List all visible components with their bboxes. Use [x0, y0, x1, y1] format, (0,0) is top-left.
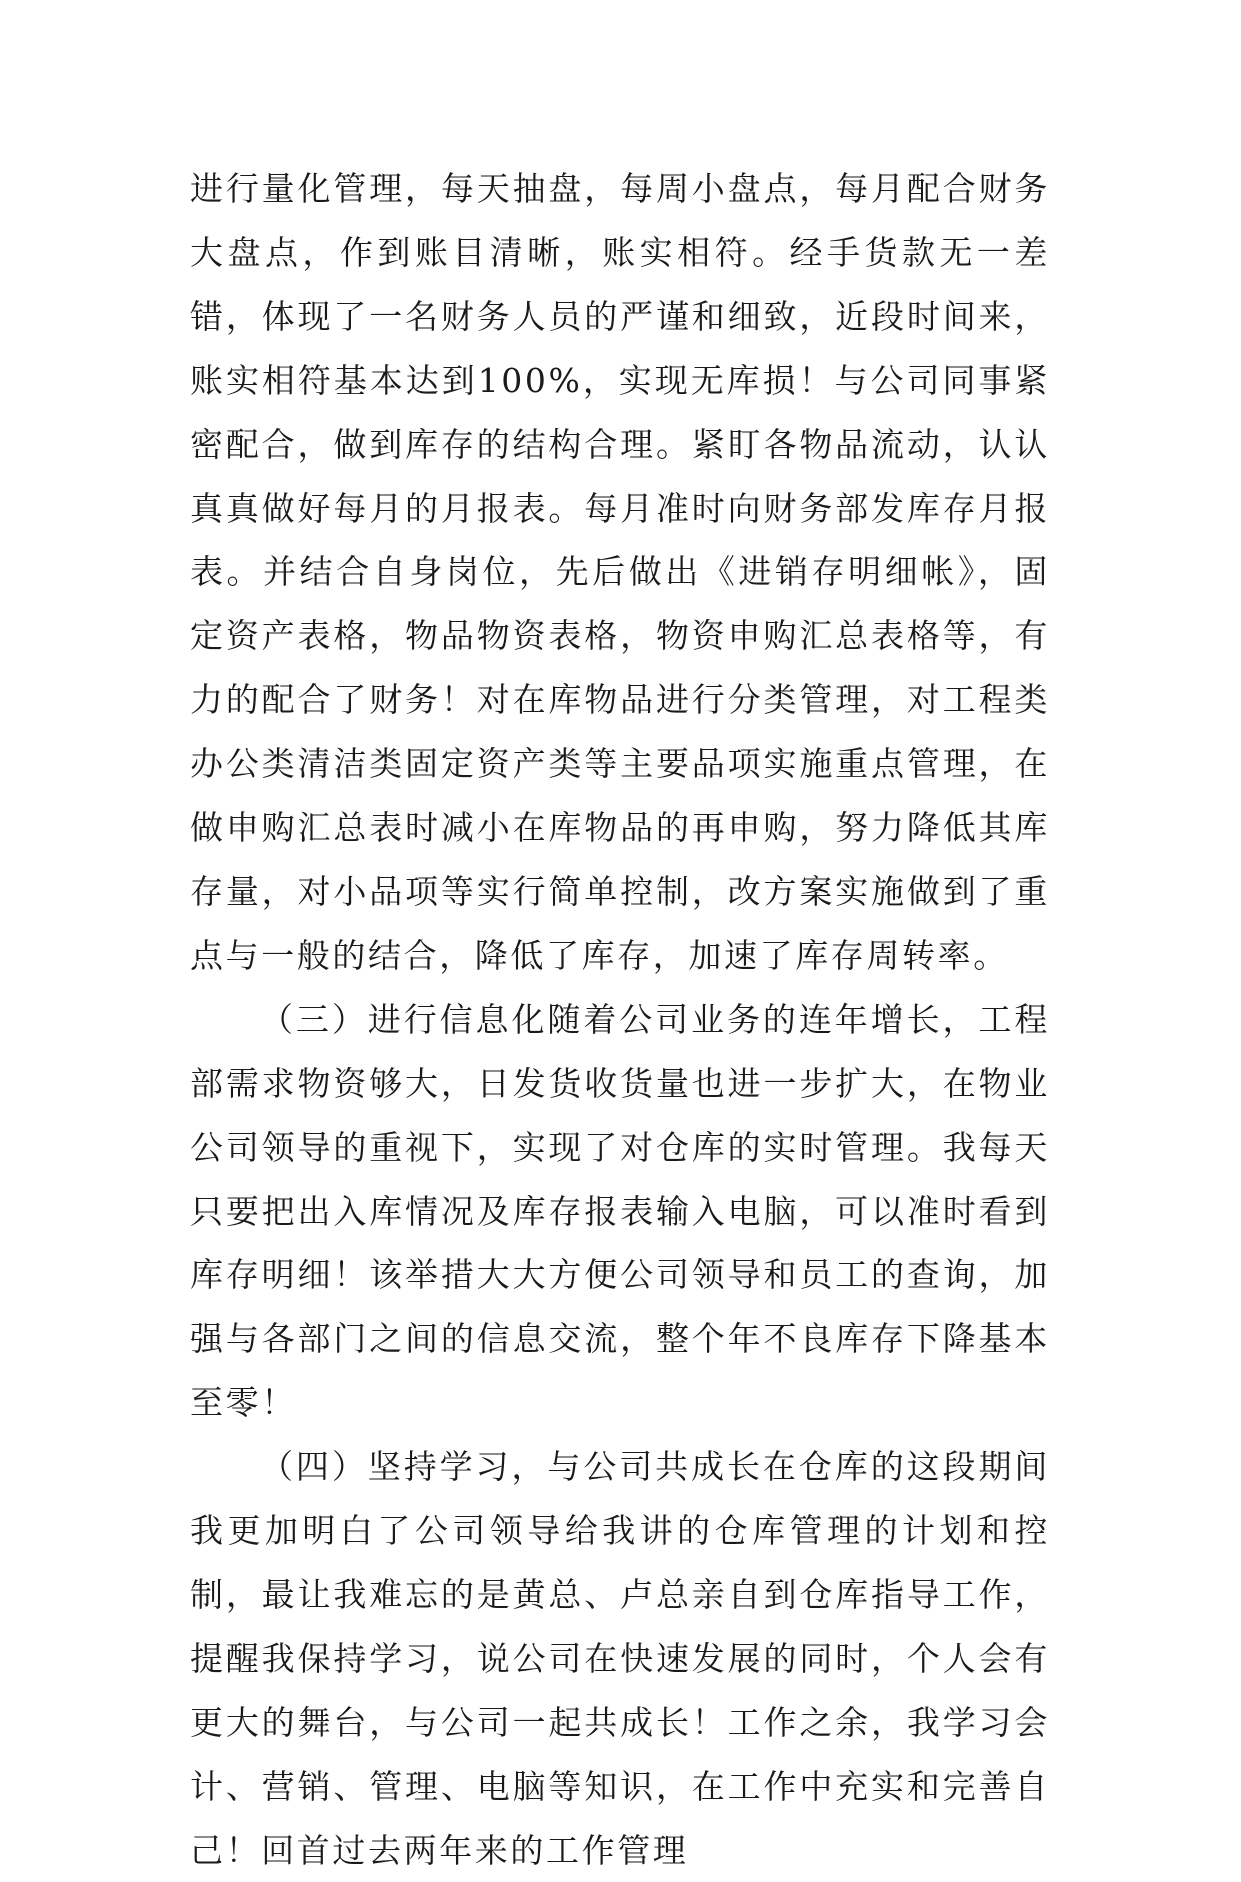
body-text [190, 157, 1050, 1882]
paragraph-informatization: （三）进行信息化随着公司业务的连年增长，工程部需求物资够大，日发货收货量也进一步扩大，在物业公司领导的重视下，实现了对仓库的实时管理。我每天只要把出入库情况及库存报表输入电脑，可以准时看到库存明细！该举措大大方便公司领导和员工的查询，加强与各部门之间的信息交流，整个年不良库存下降基本至零！ [190, 999, 1050, 1423]
paragraph-continuous-learning: （四）坚持学习，与公司共成长在仓库的这段期间我更加明白了公司领导给我讲的仓库管理的计划和控制，最让我难忘的是黄总、卢总亲自到仓库指导工作，提醒我保持学习，说公司在快速发展的同时，个人会有更大的舞台，与公司一起共成长！工作之余，我学习会计、营销、管理、电脑等知识，在工作中充实和完善自己！回首过去两年来的工作管理 [190, 1447, 1050, 1870]
paragraph-inventory-management: 进行量化管理，每天抽盘，每周小盘点，每月配合财务大盘点，作到账目清晰，账实相符。经手货款无一差错，体现了一名财务人员的严谨和细致，近段时间来，账实相符基本达到100%，实现无库损！与公司同事紧密配合，做到库存的结构合理。紧盯各物品流动，认认真真做好每月的月报表。每月准时向财务部发库存月报表。并结合自身岗位，先后做出《进销存明细帐》，固定资产表格，物品物资表格，物资申购汇总表格等，有力的配合了财务！对在库物品进行分类管理，对工程类办公类清洁类固定资产类等主要品项实施重点管理，在做申购汇总表时减小在库物品的再申购，努力降低其库存量，对小品项等实行简单控制，改方案实施做到了重点与一般的结合，降低了库存，加速了库存周转率。 [190, 169, 1050, 975]
